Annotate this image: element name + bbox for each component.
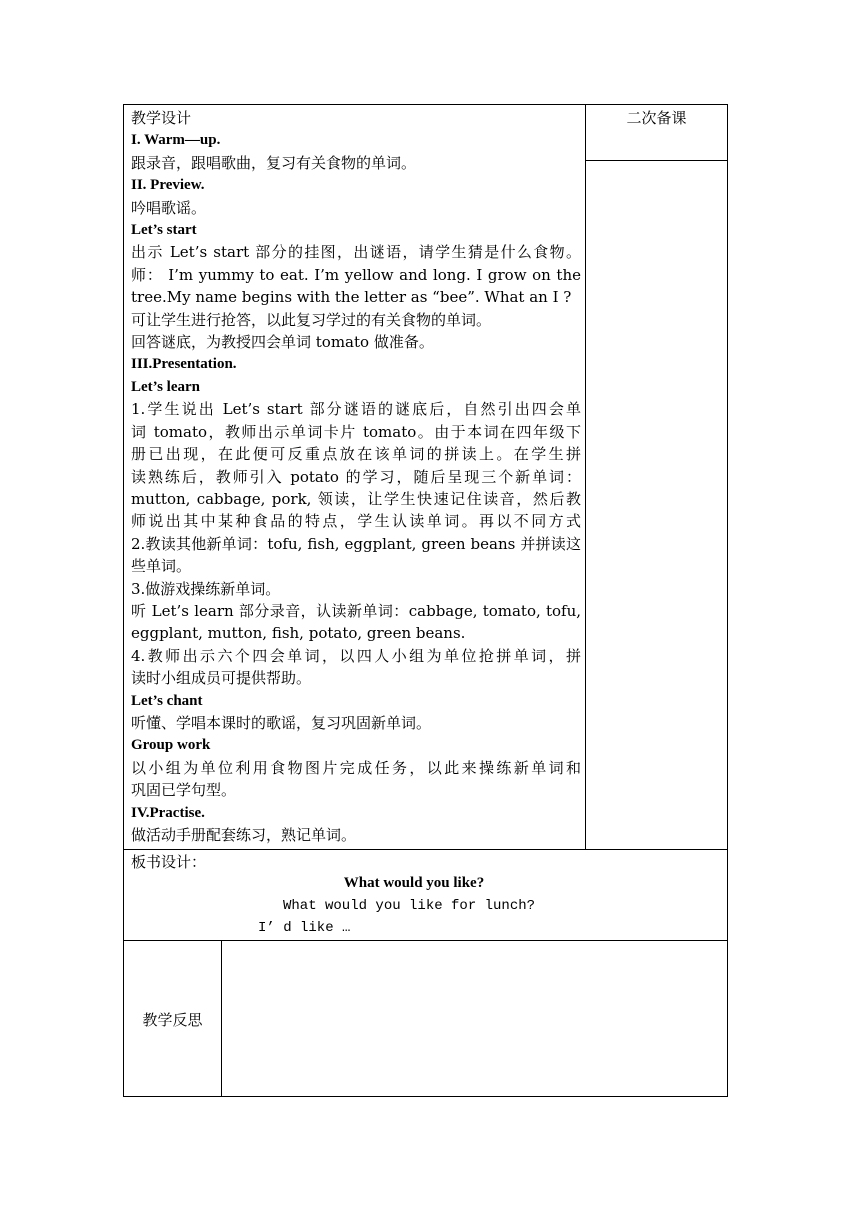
text-line: 吟唱歌谣。: [131, 198, 207, 217]
row-divider-board: [124, 849, 727, 850]
text-line: 1.学生说出 Let’s start 部分谜语的谜底后，自然引出四会单: [131, 400, 581, 419]
section-heading: Let’s start: [131, 222, 197, 239]
section-heading: Let’s chant: [131, 692, 203, 709]
row-divider-reflection: [124, 940, 727, 941]
text-line: 些单词。: [131, 557, 192, 576]
text-line: 出示 Let’s start 部分的挂图，出谜语，请学生猜是什么食物。: [131, 243, 581, 262]
text-line: 册已出现，在此便可反重点放在该单词的拼读上。在学生拼: [131, 445, 581, 464]
text-line: 回答谜底，为教授四会单词 tomato 做准备。: [131, 333, 434, 352]
reflection-divider: [221, 940, 222, 1097]
lesson-plan-table: [123, 104, 728, 1097]
text-line: mutton, cabbage, pork, 领读，让学生快速记住读音，然后教: [131, 489, 581, 508]
text-line: eggplant, mutton, fish, potato, green beans.: [131, 624, 466, 643]
board-title: What would you like?: [343, 875, 485, 891]
design-lines: [131, 129, 581, 846]
text-line: 以小组为单位利用食物图片完成任务，以此来操练新单词和: [131, 758, 581, 777]
text-line: 跟录音，跟唱歌曲，复习有关食物的单词。: [131, 153, 417, 172]
text-line: 做活动手册配套练习，熟记单词。: [131, 826, 357, 844]
design-label: 教学设计: [131, 109, 192, 127]
text-line: 听懂、学唱本课时的歌谣，复习巩固新单词。: [131, 713, 432, 732]
text-line: 巩固已学句型。: [131, 781, 237, 800]
text-line: tree.My name begins with the letter as “bee”. What an I ?: [131, 288, 572, 307]
second-prep-label: 二次备课: [626, 109, 687, 127]
design-content: [131, 107, 581, 846]
section-heading: Group work: [131, 737, 211, 754]
text-line: 4.教师出示六个四会单词，以四人小组为单位抢拼单词，拼: [131, 646, 581, 665]
side-cell-divider: [585, 160, 728, 161]
board-answer: I’ d like …: [258, 920, 351, 936]
text-line: 可让学生进行抢答，以此复习学过的有关食物的单词。: [131, 310, 492, 329]
reflection-label: 教学反思: [142, 1011, 203, 1029]
section-heading: Let’s learn: [131, 378, 201, 395]
column-divider: [585, 105, 586, 849]
text-line: 读熟练后，教师引入 potato 的学习，随后呈现三个新单词：: [131, 467, 581, 486]
section-heading: IV.Practise.: [131, 804, 205, 821]
section-heading: III.Presentation.: [131, 356, 237, 373]
text-line: 2.教读其他新单词：tofu, fish, eggplant, green beans 并拼读这: [131, 534, 581, 553]
section-heading: I. Warm—up.: [131, 132, 221, 149]
text-line: 3.做游戏操练新单词。: [131, 579, 281, 598]
text-line: 师说出其中某种食品的特点，学生认读单词。再以不同方式: [131, 512, 581, 531]
text-line: 师： I’m yummy to eat. I’m yellow and long. I grow on the: [131, 265, 581, 284]
section-heading: II. Preview.: [131, 177, 205, 194]
text-line: 听 Let’s learn 部分录音，认读新单词：cabbage, tomato, tofu,: [131, 601, 581, 620]
board-question: What would you like for lunch?: [283, 898, 536, 914]
text-line: 读时小组成员可提供帮助。: [131, 669, 312, 688]
board-design-label: 板书设计：: [131, 853, 207, 871]
text-line: 词 tomato，教师出示单词卡片 tomato。由于本词在四年级下: [131, 422, 581, 441]
